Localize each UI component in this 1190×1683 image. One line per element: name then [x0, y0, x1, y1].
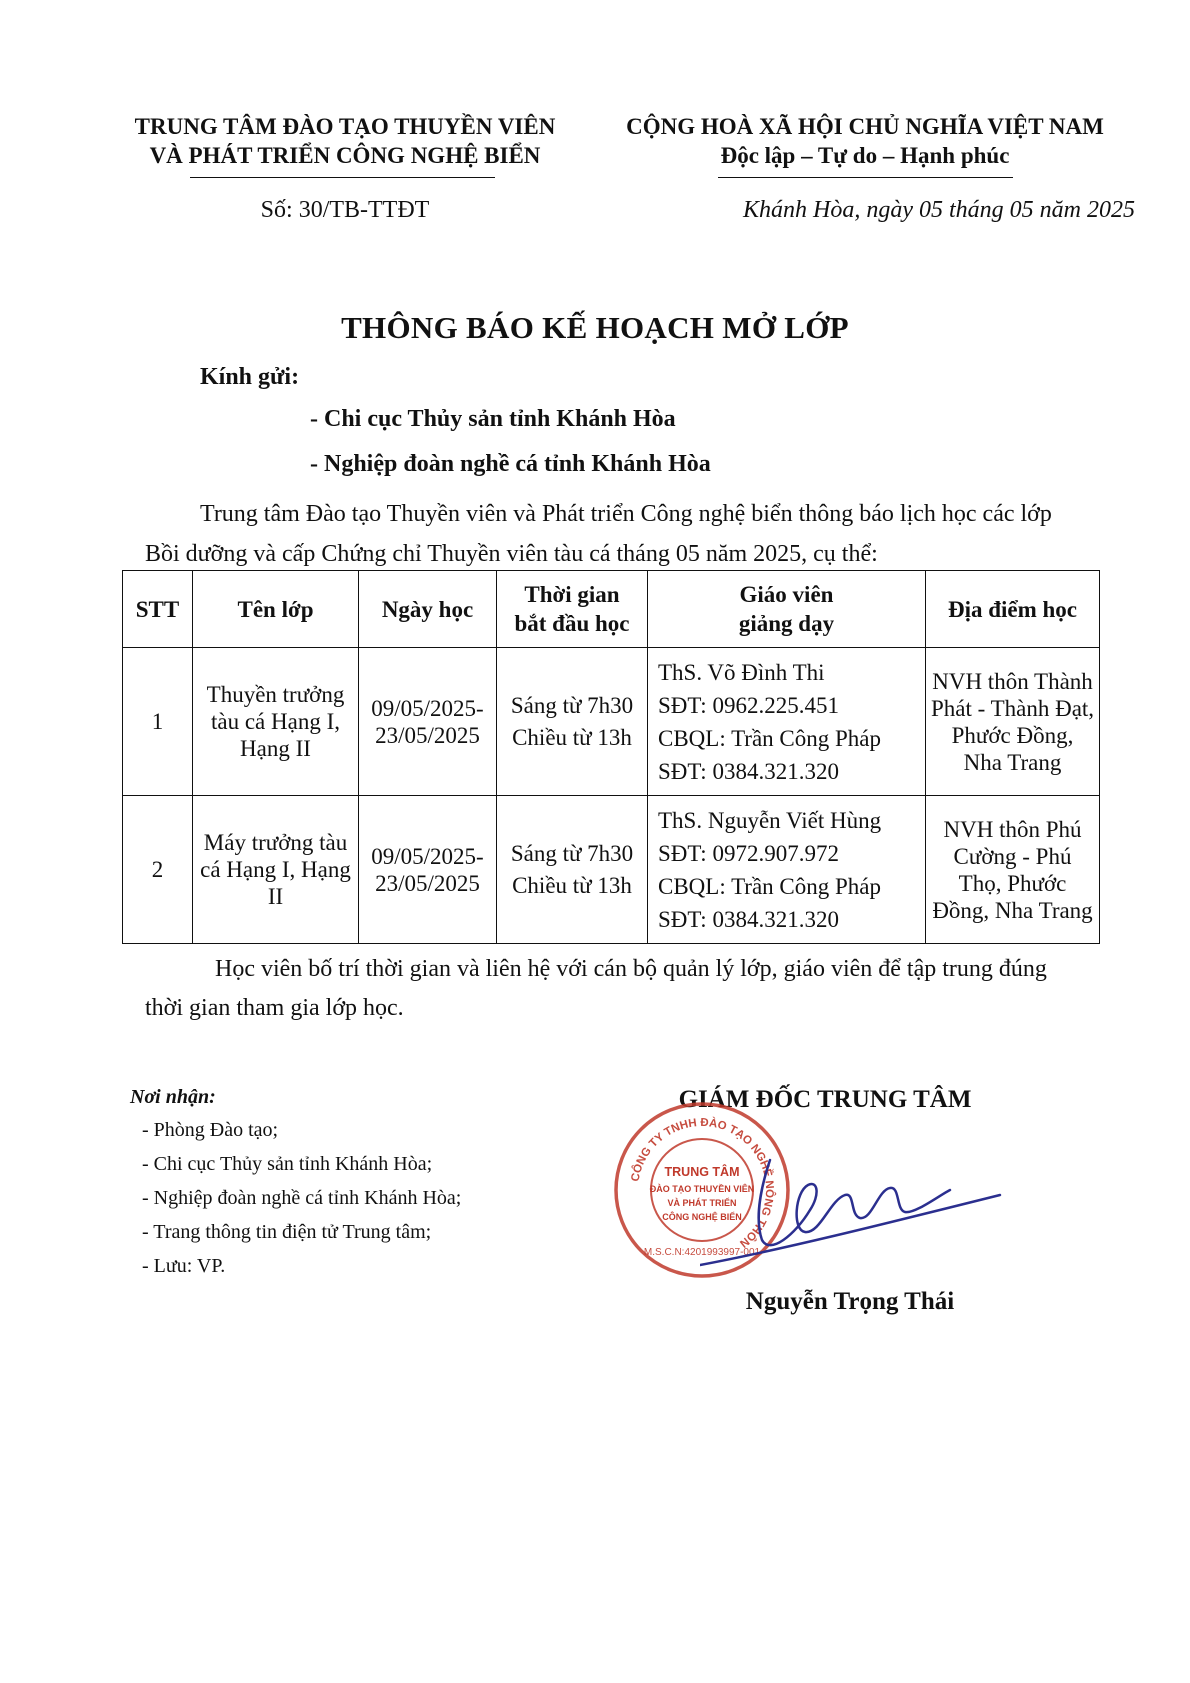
stamp-number: M.S.C.N:4201993997-001: [643, 1247, 761, 1258]
stamp-center-line3: VÀ PHÁT TRIỂN: [667, 1198, 737, 1208]
teacher-phone: SĐT: 0962.225.451: [658, 692, 839, 718]
time-morning: Sáng từ 7h30: [510, 693, 634, 718]
header-dates: Ngày học: [359, 571, 497, 648]
table-row: [123, 796, 1100, 944]
table-header-row: [123, 571, 1100, 648]
cell-teacher: [648, 796, 926, 944]
salutation: Kính gửi:: [200, 364, 300, 390]
header-teacher-line2: giảng dạy: [738, 611, 835, 636]
time-afternoon: Chiều từ 13h: [512, 725, 632, 750]
handwritten-signature: [700, 1140, 1020, 1270]
table-row: [123, 648, 1100, 796]
cell-class-name: Thuyền trưởng tàu cá Hạng I, Hạng II: [193, 648, 359, 796]
header-start-time: [497, 571, 648, 648]
manager-phone: SĐT: 0384.321.320: [658, 758, 839, 784]
cell-stt: 1: [123, 648, 193, 796]
recipients-footer-title: Nơi nhận:: [130, 1086, 216, 1108]
cell-teacher: [648, 648, 926, 796]
cell-stt: 2: [123, 796, 193, 944]
document-number: Số: 30/TB-TTĐT: [260, 197, 430, 223]
time-afternoon: Chiều từ 13h: [512, 873, 632, 898]
header-class-name: Tên lớp: [193, 571, 359, 648]
nation-name: CỘNG HOÀ XÃ HỘI CHỦ NGHĨA VIỆT NAM: [626, 114, 1104, 139]
manager-phone: SĐT: 0384.321.320: [658, 906, 839, 932]
cell-location: NVH thôn Thành Phát - Thành Đạt, Phước Đồng, Nha Trang: [926, 648, 1100, 796]
recipient-2: - Nghiệp đoàn nghề cá tỉnh Khánh Hòa: [310, 451, 711, 477]
header-start-line1: Thời gian: [524, 582, 620, 607]
stamp-ring-text: CÔNG TY TNHH ĐÀO TẠO NGHỀ NÔNG THÔN: [629, 1116, 776, 1250]
signer-name: Nguyễn Trọng Thái: [745, 1288, 955, 1315]
cell-start-time: [497, 796, 648, 944]
teacher-name: ThS. Võ Đình Thi: [658, 659, 825, 685]
issuing-organization: [110, 112, 580, 170]
org-underline: [190, 177, 495, 178]
time-morning: Sáng từ 7h30: [510, 841, 634, 866]
closing-paragraph: Học viên bố trí thời gian và liên hệ với cán bộ quản lý lớp, giáo viên để tập trung đúng thời gian tham gia lớp học.: [145, 956, 1047, 1021]
cell-start-time: [497, 648, 648, 796]
manager-name: CBQL: Trần Công Pháp: [658, 725, 882, 751]
document-title: THÔNG BÁO KẾ HOẠCH MỞ LỚP: [341, 310, 849, 345]
place-date: Khánh Hòa, ngày 05 tháng 05 năm 2025: [743, 197, 1135, 223]
recipients-footer-list: [142, 1113, 461, 1283]
cell-class-name: Máy trưởng tàu cá Hạng I, Hạng II: [193, 796, 359, 944]
list-item: - Trang thông tin điện tử Trung tâm;: [142, 1221, 432, 1243]
cell-dates: 09/05/2025-23/05/2025: [359, 648, 497, 796]
intro-paragraph: Trung tâm Đào tạo Thuyền viên và Phát triển Công nghệ biển thông báo lịch học các lớp Bồi dưỡng và cấp Chứng chỉ Thuyền viên tàu cá tháng 05 năm 2025, cụ thể:: [145, 501, 1052, 567]
header-start-line2: bắt đầu học: [514, 611, 630, 636]
recipient-1: - Chi cục Thủy sản tỉnh Khánh Hòa: [310, 406, 676, 432]
org-name-line1: TRUNG TÂM ĐÀO TẠO THUYỀN VIÊN: [134, 114, 556, 139]
signer-position: GIÁM ĐỐC TRUNG TÂM: [678, 1086, 972, 1113]
stamp-center-line4: CÔNG NGHỆ BIỂN: [662, 1212, 742, 1222]
stamp-center-line1: TRUNG TÂM: [664, 1165, 740, 1179]
list-item: - Nghiệp đoàn nghề cá tỉnh Khánh Hòa;: [142, 1187, 462, 1209]
class-schedule-table: [122, 570, 1100, 944]
header-teacher-line1: Giáo viên: [739, 582, 834, 607]
header-teacher: [648, 571, 926, 648]
header-location: Địa điểm học: [926, 571, 1100, 648]
stamp-center-line2: ĐÀO TẠO THUYỀN VIÊN: [649, 1184, 755, 1194]
list-item: - Phòng Đào tạo;: [142, 1119, 279, 1141]
cell-location: NVH thôn Phú Cường - Phú Thọ, Phước Đồng, Nha Trang: [926, 796, 1100, 944]
motto-underline: [718, 177, 1013, 178]
org-name-line2: VÀ PHÁT TRIỂN CÔNG NGHỆ BIỂN: [149, 143, 541, 168]
motto: Độc lập – Tự do – Hạnh phúc: [720, 143, 1010, 168]
list-item: - Chi cục Thủy sản tỉnh Khánh Hòa;: [142, 1153, 433, 1175]
manager-name: CBQL: Trần Công Pháp: [658, 873, 882, 899]
national-motto: [605, 112, 1125, 170]
teacher-name: ThS. Nguyễn Viết Hùng: [658, 807, 882, 833]
list-item: - Lưu: VP.: [142, 1255, 226, 1277]
header-stt: STT: [123, 571, 193, 648]
cell-dates: 09/05/2025-23/05/2025: [359, 796, 497, 944]
teacher-phone: SĐT: 0972.907.972: [658, 840, 839, 866]
